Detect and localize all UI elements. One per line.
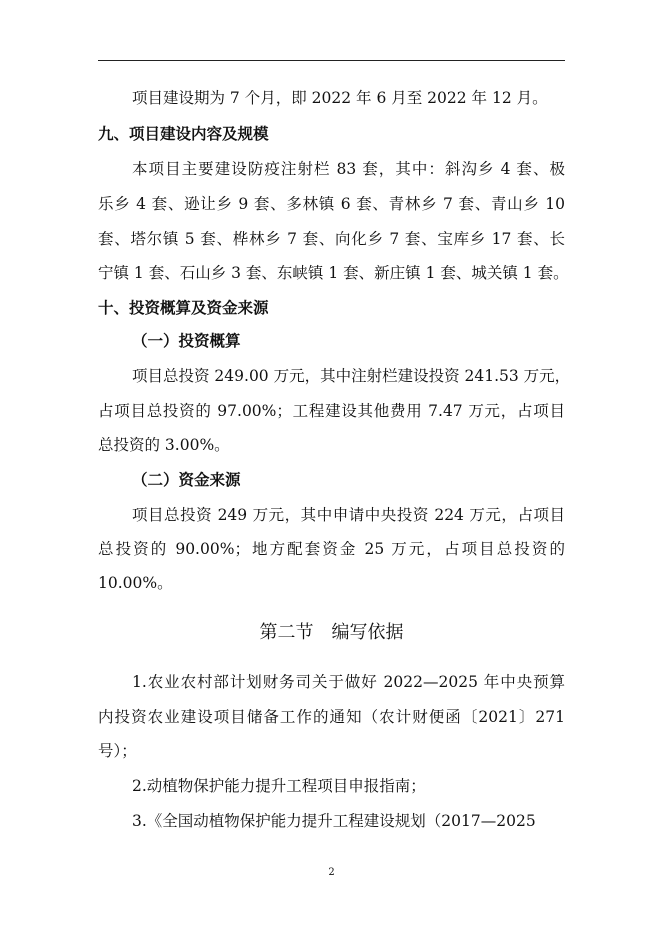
basis-item-3-line-1: 3.《全国动植物保护能力提升工程建设规划（2017—2025	[132, 812, 536, 830]
basis-item-1-line-1: 1.农业农村部计划财务司关于做好 2022—2025 年中央预算	[132, 673, 565, 691]
scope-paragraph-line-3: 套、塔尔镇 5 套、桦林乡 7 套、向化乡 7 套、宝库乡 17 套、长	[98, 230, 565, 248]
investment-paragraph-line-2: 占项目总投资的 97.00%；工程建设其他费用 7.47 万元，占项目	[98, 402, 565, 420]
funding-paragraph-line-2: 总投资的 90.00%；地方配套资金 25 万元，占项目总投资的	[98, 540, 565, 558]
section-heading-10: 十、投资概算及资金来源	[98, 298, 269, 317]
page-number: 2	[328, 867, 335, 878]
scope-paragraph-line-1: 本项目主要建设防疫注射栏 83 套，其中：斜沟乡 4 套、极	[132, 160, 565, 178]
section-title: 第二节 编写依据	[259, 622, 404, 643]
duration-paragraph: 项目建设期为 7 个月，即 2022 年 6 月至 2022 年 12 月。	[132, 89, 548, 107]
basis-item-2: 2.动植物保护能力提升工程项目申报指南；	[132, 777, 426, 795]
investment-paragraph-line-3: 总投资的 3.00%。	[98, 436, 230, 454]
basis-item-1-line-2: 内投资农业建设项目储备工作的通知（农计财便函〔2021〕271	[98, 708, 565, 726]
subheading-funding-source: （二）资金来源	[132, 470, 241, 489]
investment-paragraph-line-1: 项目总投资 249.00 万元，其中注射栏建设投资 241.53 万元，	[132, 367, 571, 385]
header-rule	[98, 60, 565, 61]
scope-paragraph-line-4: 宁镇 1 套、石山乡 3 套、东峡镇 1 套、新庄镇 1 套、城关镇 1 套。	[98, 264, 569, 282]
funding-paragraph-line-1: 项目总投资 249 万元，其中申请中央投资 224 万元，占项目	[132, 506, 565, 524]
scope-paragraph-line-2: 乐乡 4 套、逊让乡 9 套、多林镇 6 套、青林乡 7 套、青山乡 10	[98, 195, 565, 213]
funding-paragraph-line-3: 10.00%。	[98, 574, 173, 592]
basis-item-1-line-3: 号）；	[98, 742, 137, 760]
section-heading-9: 九、项目建设内容及规模	[98, 124, 269, 143]
subheading-investment-estimate: （一）投资概算	[132, 331, 241, 350]
